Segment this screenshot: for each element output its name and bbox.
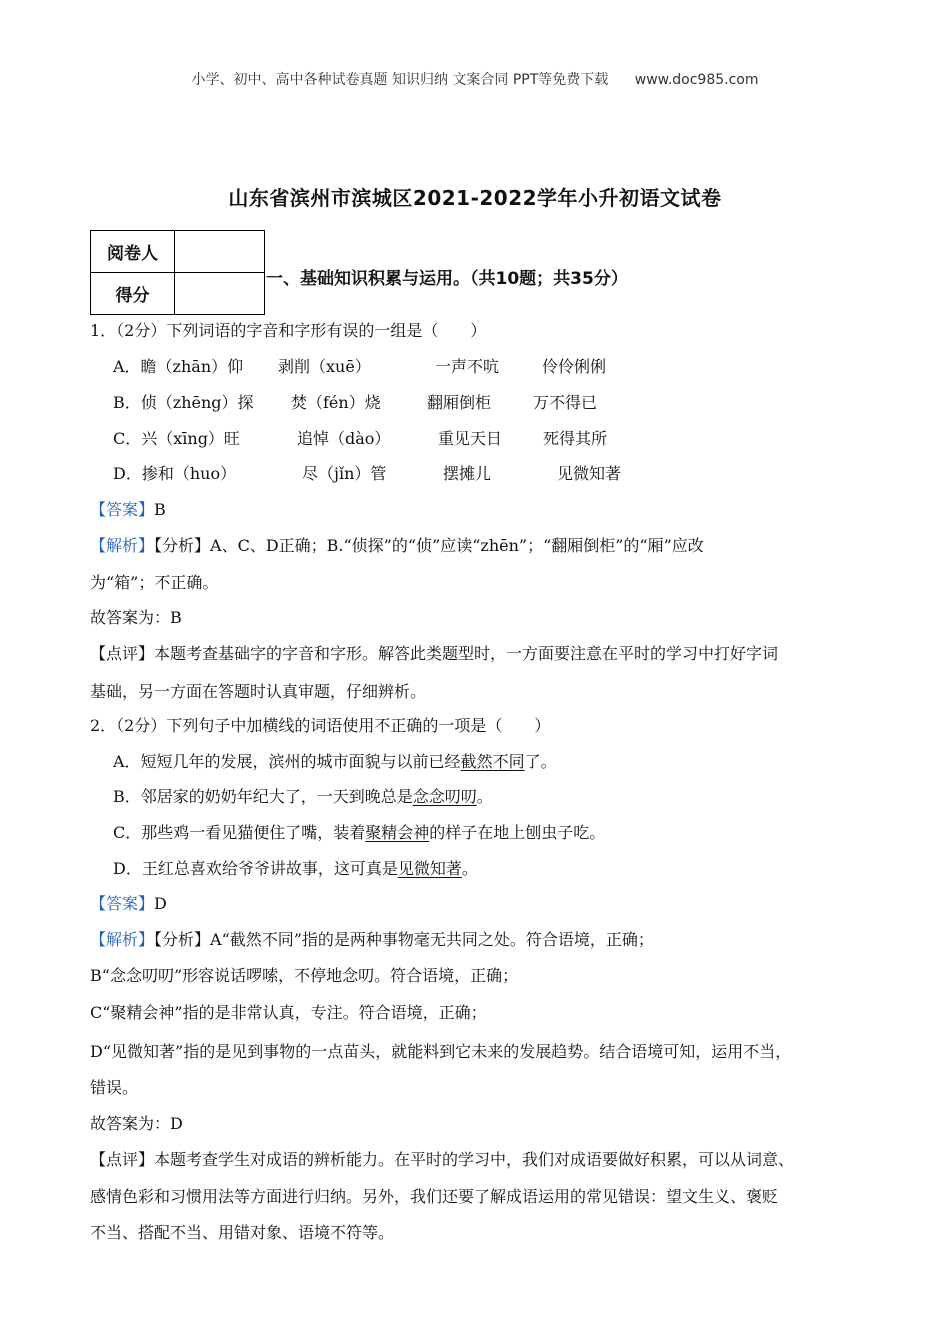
- q2-analysis-line2: B“念念叨叨”形容说话啰嗦，不停地念叨。符合语境，正确；: [90, 966, 519, 985]
- q2-answer: [90, 891, 167, 914]
- q1-c-2: 追悼（dào）: [297, 429, 391, 448]
- q1-option-b: [113, 390, 597, 413]
- q2-answer-tag: 【答案】: [90, 894, 155, 913]
- page-title: 山东省滨州市滨城区2021-2022学年小升初语文试卷: [228, 186, 722, 210]
- q1-b-3: 翻厢倒柜: [427, 393, 492, 412]
- q1-b-2: 焚（fén）烧: [291, 393, 381, 412]
- q1-answer: [90, 497, 166, 520]
- q1-c-3: 重见天日: [438, 429, 503, 448]
- q2-analysis-line5: 错误。: [90, 1078, 139, 1097]
- q2-c-pre: C．那些鸡一看见猫便住了嘴，装着: [113, 823, 366, 842]
- q1-comment-line2: 基础，另一方面在答题时认真审题，仔细辨析。: [90, 682, 427, 701]
- q2-option-b: [113, 784, 493, 807]
- q1-analysis-tag: 【解析】: [90, 536, 155, 555]
- q1-d-4: 见微知著: [557, 464, 622, 483]
- q1-final: 故答案为：B: [90, 608, 182, 627]
- q1-option-d: [113, 461, 621, 484]
- q2-analysis: [90, 927, 654, 950]
- q1-b-4: 万不得已: [533, 393, 598, 412]
- banner-text: 小学、初中、高中各种试卷真题 知识归纳 文案合同 PPT等免费下载: [191, 72, 609, 88]
- q2-answer-value: D: [154, 894, 167, 913]
- q1-option-c: [113, 426, 607, 449]
- q1-c-1: C．兴（xīng）旺: [113, 429, 240, 448]
- q2-analysis-line1: 【分析】A“截然不同”指的是两种事物毫无共同之处。符合语境，正确；: [154, 930, 654, 949]
- q1-answer-value: B: [154, 500, 166, 519]
- score-label: 得分: [91, 273, 175, 315]
- banner-url[interactable]: www.doc985.com: [634, 72, 759, 88]
- q1-comment-line1: 【点评】本题考查基础字的字音和字形。解答此类题型时，一方面要注意在平时的学习中打好字词: [90, 644, 779, 663]
- q1-answer-tag: 【答案】: [90, 500, 155, 519]
- score-cell: [175, 273, 265, 315]
- q1-d-3: 摆摊儿: [443, 464, 492, 483]
- q2-option-c: [113, 820, 605, 843]
- q2-option-d: [113, 856, 478, 879]
- q1-a-2: 剥削（xuē）: [278, 357, 371, 376]
- q2-c-post: 的样子在地上刨虫子吃。: [429, 823, 606, 842]
- q1-analysis-line2: 为“箱”；不正确。: [90, 573, 219, 592]
- q2-stem: 2．（2分）下列句子中加横线的词语使用不正确的一项是（ ）: [90, 716, 551, 735]
- q2-final: 故答案为：D: [90, 1114, 183, 1133]
- q1-d-1: D．掺和（huo）: [113, 464, 237, 483]
- q1-a-1: A．瞻（zhān）仰: [113, 357, 244, 376]
- reviewer-label: 阅卷人: [91, 231, 175, 273]
- q2-analysis-line3: C“聚精会神”指的是非常认真，专注。符合语境，正确；: [90, 1003, 487, 1022]
- q2-b-pre: B．邻居家的奶奶年纪大了，一天到晚总是: [113, 787, 413, 806]
- q1-stem: 1．（2分）下列词语的字音和字形有误的一组是（ ）: [90, 321, 487, 340]
- q2-b-underlined: 念念叨叨: [412, 787, 477, 806]
- site-banner: [0, 69, 950, 89]
- q1-b-1: B．侦（zhēng）探: [113, 393, 254, 412]
- q2-a-post: 了。: [524, 752, 557, 771]
- grader-table: [90, 230, 265, 315]
- q2-option-a: [113, 749, 557, 772]
- q2-a-pre: A．短短几年的发展，滨州的城市面貌与以前已经: [113, 752, 461, 771]
- section-heading: 一、基础知识积累与运用。（共10题；共35分）: [266, 269, 628, 289]
- q1-c-4: 死得其所: [543, 429, 608, 448]
- q2-d-underlined: 见微知著: [397, 859, 462, 878]
- reviewer-cell: [175, 231, 265, 273]
- q2-c-underlined: 聚精会神: [365, 823, 430, 842]
- q1-analysis-line1: 【分析】A、C、D正确；B.“侦探”的“侦”应读“zhēn”；“翻厢倒柜”的“厢”应改: [154, 536, 704, 555]
- q1-a-4: 伶伶俐俐: [542, 357, 607, 376]
- q2-a-underlined: 截然不同: [460, 752, 525, 771]
- q2-analysis-tag: 【解析】: [90, 930, 155, 949]
- q1-option-a: [113, 354, 606, 377]
- q2-comment-line3: 不当、搭配不当、用错对象、语境不符等。: [90, 1223, 395, 1242]
- q1-d-2: 尽（jǐn）管: [302, 464, 387, 483]
- q1-a-3: 一声不吭: [435, 357, 500, 376]
- q2-d-post: 。: [461, 859, 478, 878]
- q2-b-post: 。: [476, 787, 493, 806]
- q2-comment-line2: 感情色彩和习惯用法等方面进行归纳。另外，我们还要了解成语运用的常见错误：望文生义、褒贬: [90, 1187, 779, 1206]
- q2-d-pre: D．王红总喜欢给爷爷讲故事，这可真是: [113, 859, 398, 878]
- q2-comment-line1: 【点评】本题考查学生对成语的辨析能力。在平时的学习中，我们对成语要做好积累，可以从词意、: [90, 1150, 795, 1169]
- q2-analysis-line4: D“见微知著”指的是见到事物的一点苗头，就能料到它未来的发展趋势。结合语境可知，运用不当，: [90, 1042, 792, 1061]
- q1-analysis: [90, 533, 704, 556]
